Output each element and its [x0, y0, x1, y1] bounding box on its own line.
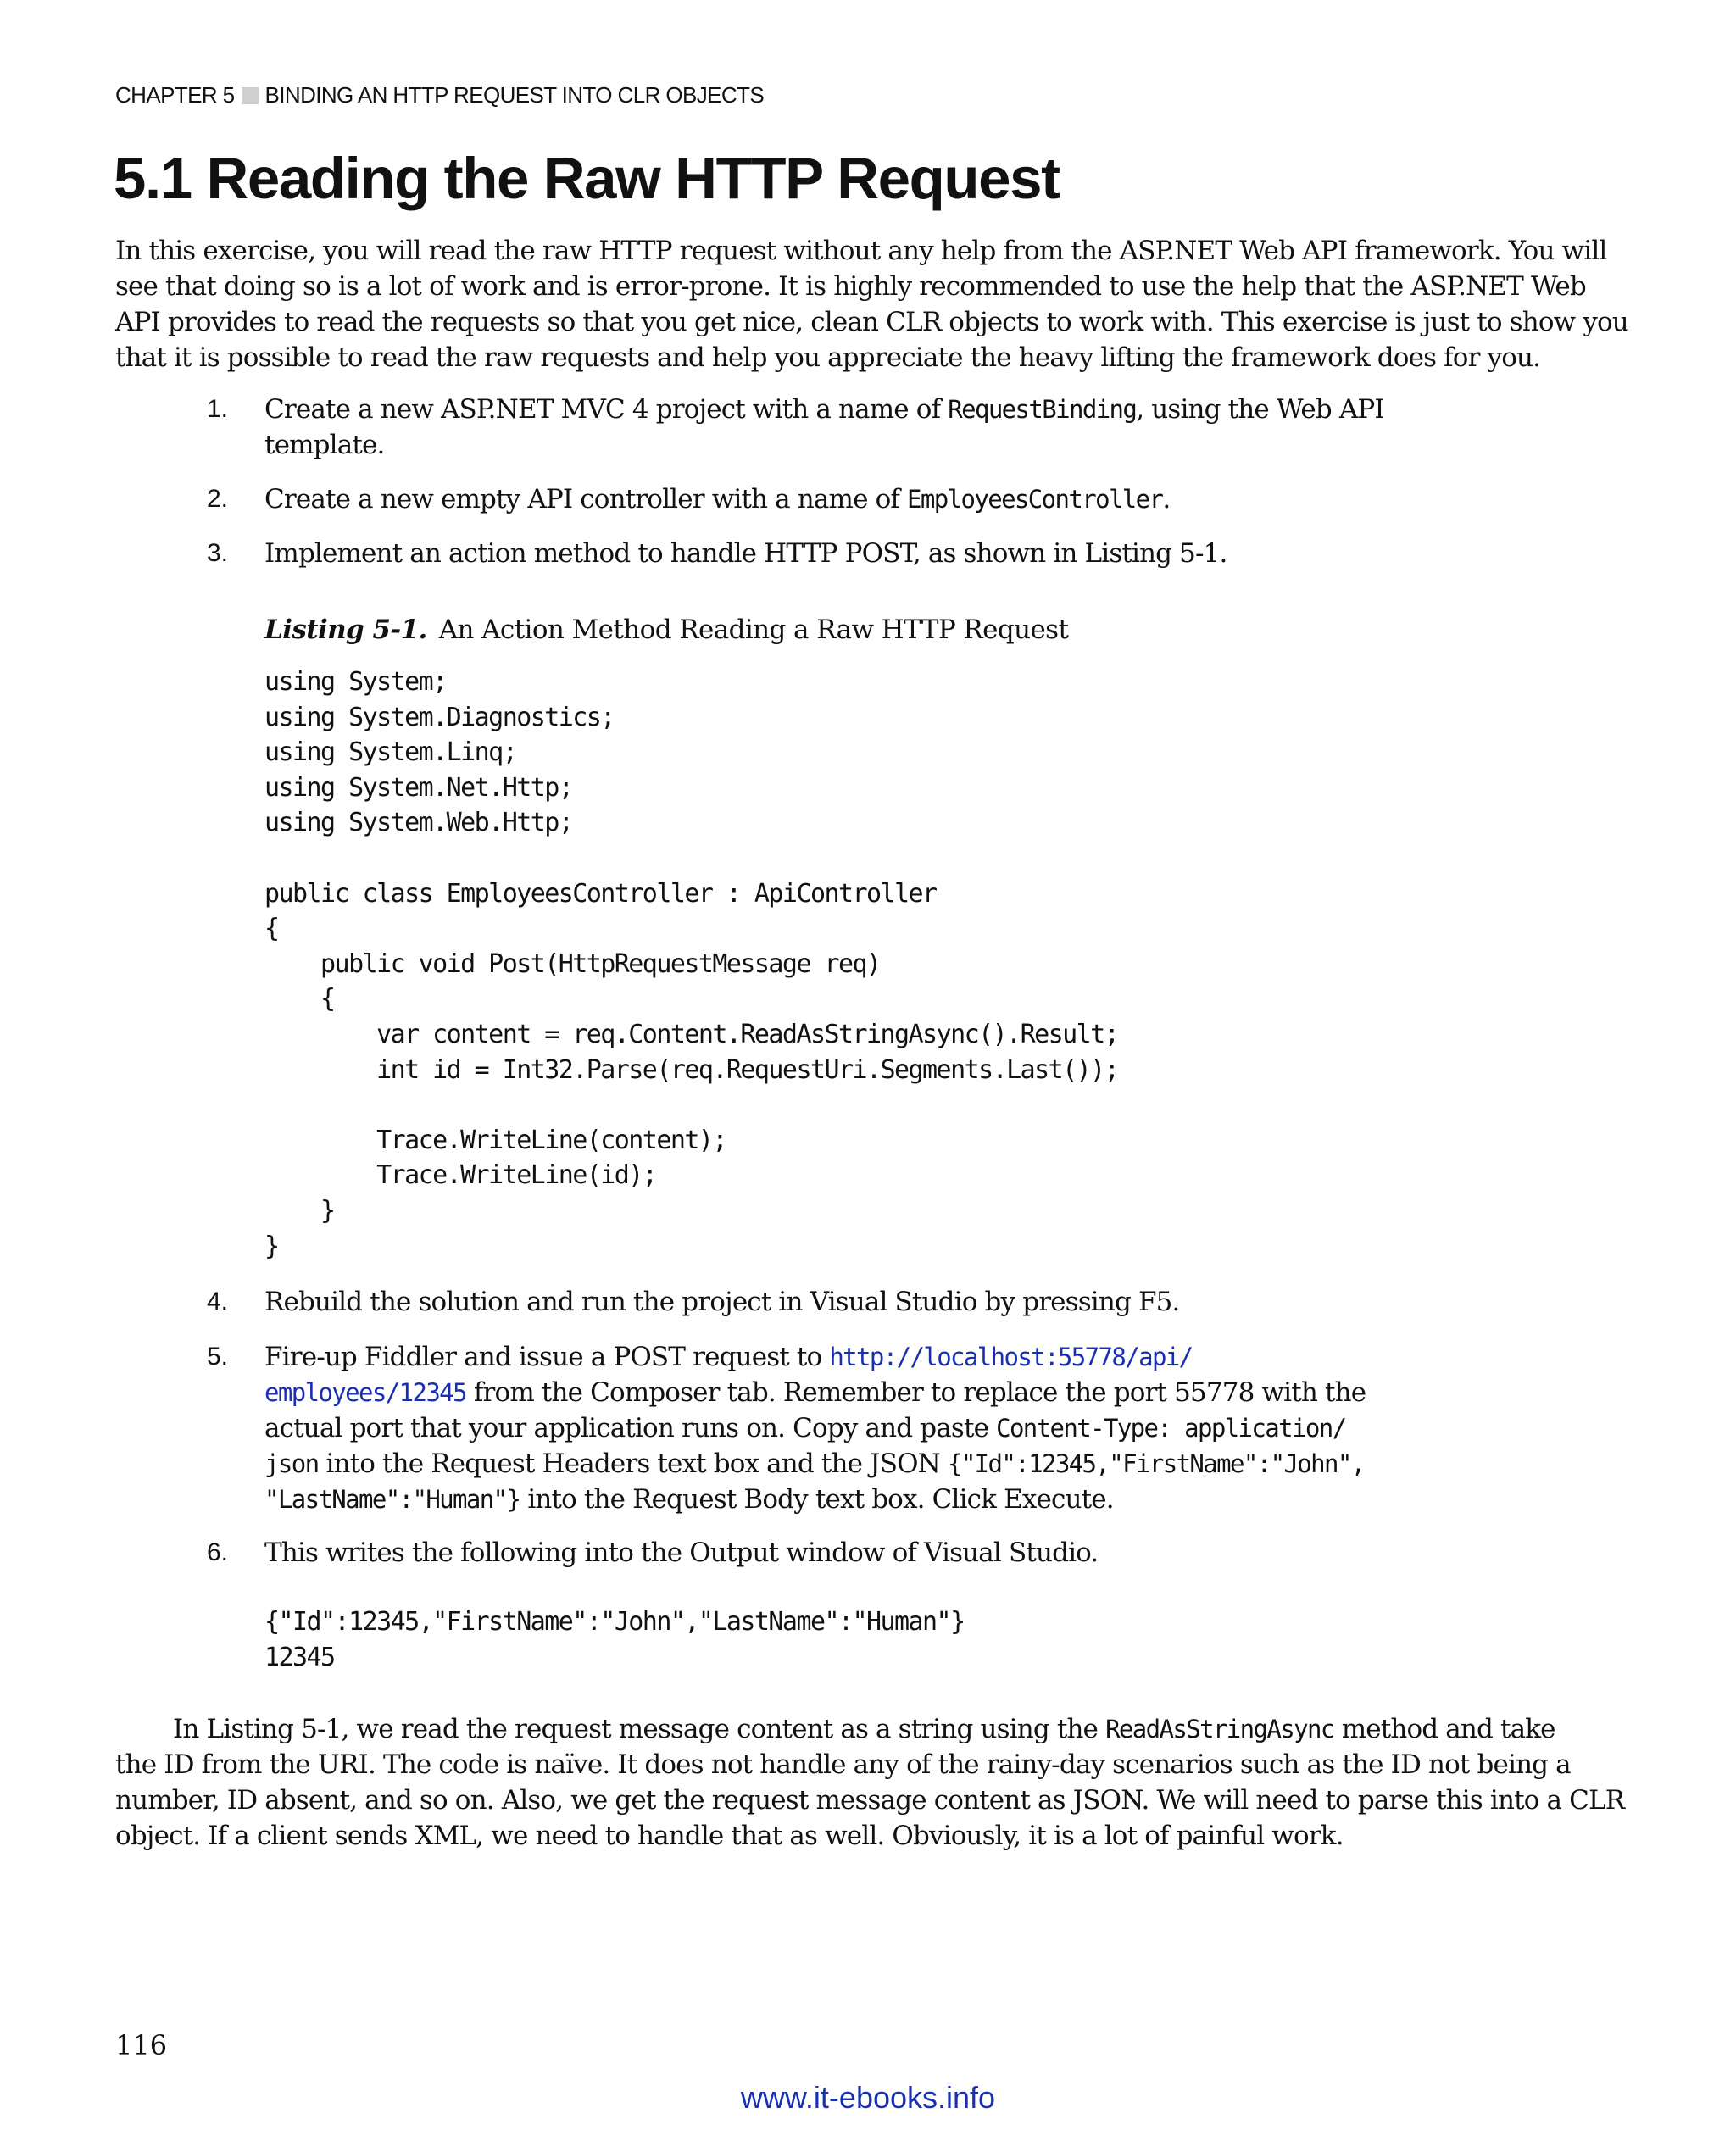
intro-line: that it is possible to read the raw requests and help you appreciate the heavy lifting the framework does for you.: [115, 342, 1541, 373]
inline-code: {"Id":12345,"FirstName":"John",: [947, 1449, 1365, 1478]
running-header: [115, 82, 764, 108]
intro-line: In this exercise, you will read the raw HTTP request without any help from the ASP.NET Web API framework. You will: [115, 236, 1607, 266]
inline-code: RequestBinding: [948, 395, 1137, 424]
step-text: Create a new empty API controller with a name of EmployeesController.: [264, 484, 1171, 514]
intro-line: API provides to read the requests so that you get nice, clean CLR objects to work with. This exercise is just to show you: [115, 307, 1628, 337]
listing-caption: [264, 612, 1068, 648]
chapter-label: CHAPTER 5: [115, 82, 235, 108]
inline-code: Content-Type: application/: [996, 1414, 1346, 1443]
section-title: 5.1 Reading the Raw HTTP Request: [114, 146, 1060, 211]
step-number: 1.: [207, 395, 229, 423]
step-number: 5.: [207, 1343, 229, 1371]
page-number: 116: [115, 2029, 168, 2061]
listing-label: Listing 5-1.: [264, 614, 427, 645]
inline-code: ReadAsStringAsync: [1105, 1715, 1334, 1743]
intro-line: see that doing so is a lot of work and is error-prone. It is highly recommended to use the help that the ASP.NET Web: [115, 271, 1586, 302]
step-text: Create a new ASP.NET MVC 4 project with a name of RequestBinding, using the Web API template.: [264, 394, 1384, 460]
inline-code: json: [264, 1449, 319, 1478]
closing-paragraph: In Listing 5-1, we read the request message content as a string using the ReadAsStringAsync method and take the ID from the URI. The code is naïve. It does not handle any of the rainy-day scenarios such as the ID not being a number, ID absent, and so on. Also, we get the request message content as JSON. We will need to parse this into a CLR object. If a client sends XML, we need to handle that as well. Obviously, it is a lot of painful work.: [115, 1714, 1625, 1851]
step-number: 4.: [207, 1287, 229, 1315]
chapter-title: BINDING AN HTTP REQUEST INTO CLR OBJECTS: [264, 82, 765, 108]
output-code: {"Id":12345,"FirstName":"John","LastName":"Human"} 12345: [264, 1607, 965, 1672]
inline-code: EmployeesController: [907, 485, 1163, 514]
step-text: This writes the following into the Output window of Visual Studio.: [264, 1538, 1099, 1568]
url-link[interactable]: employees/12345: [264, 1378, 466, 1407]
step-number: 6.: [207, 1538, 229, 1566]
listing-caption-text: An Action Method Reading a Raw HTTP Request: [438, 614, 1069, 645]
inline-code: "LastName":"Human"}: [264, 1485, 520, 1514]
step-text: Rebuild the solution and run the project in Visual Studio by pressing F5.: [264, 1287, 1180, 1317]
url-link[interactable]: http://localhost:55778/api/: [829, 1343, 1193, 1371]
intro-paragraph: [115, 233, 1628, 375]
step-text: Fire-up Fiddler and issue a POST request to http://localhost:55778/api/ employees/12345 from the Composer tab. Remember to replace the port 55778 with the actual port that your application runs on. Copy and paste Content-Type: application/ json into the Request Headers text box and the JSON {"Id":12345,"FirstName":"John", "LastName":"Human"} into the Request Body text box. Click Execute.: [264, 1342, 1366, 1515]
code-listing: using System; using System.Diagnostics; using System.Linq; using System.Net.Http; using System.Web.Http; public class EmployeesController : ApiController { public void Post(HttpRequestMessage req) { var content = req.Content.ReadAsStringAsync().Result; int id = Int32.Parse(req.RequestUri.Segments.Last()); Trace.WriteLine(content); Trace.WriteLine(id); } }: [264, 667, 1119, 1261]
step-number: 3.: [207, 539, 229, 567]
step-number: 2.: [207, 485, 229, 513]
footer-link[interactable]: www.it-ebooks.info: [740, 2080, 996, 2115]
header-square-icon: [242, 87, 259, 104]
step-text: Implement an action method to handle HTTP POST, as shown in Listing 5-1.: [264, 538, 1227, 569]
